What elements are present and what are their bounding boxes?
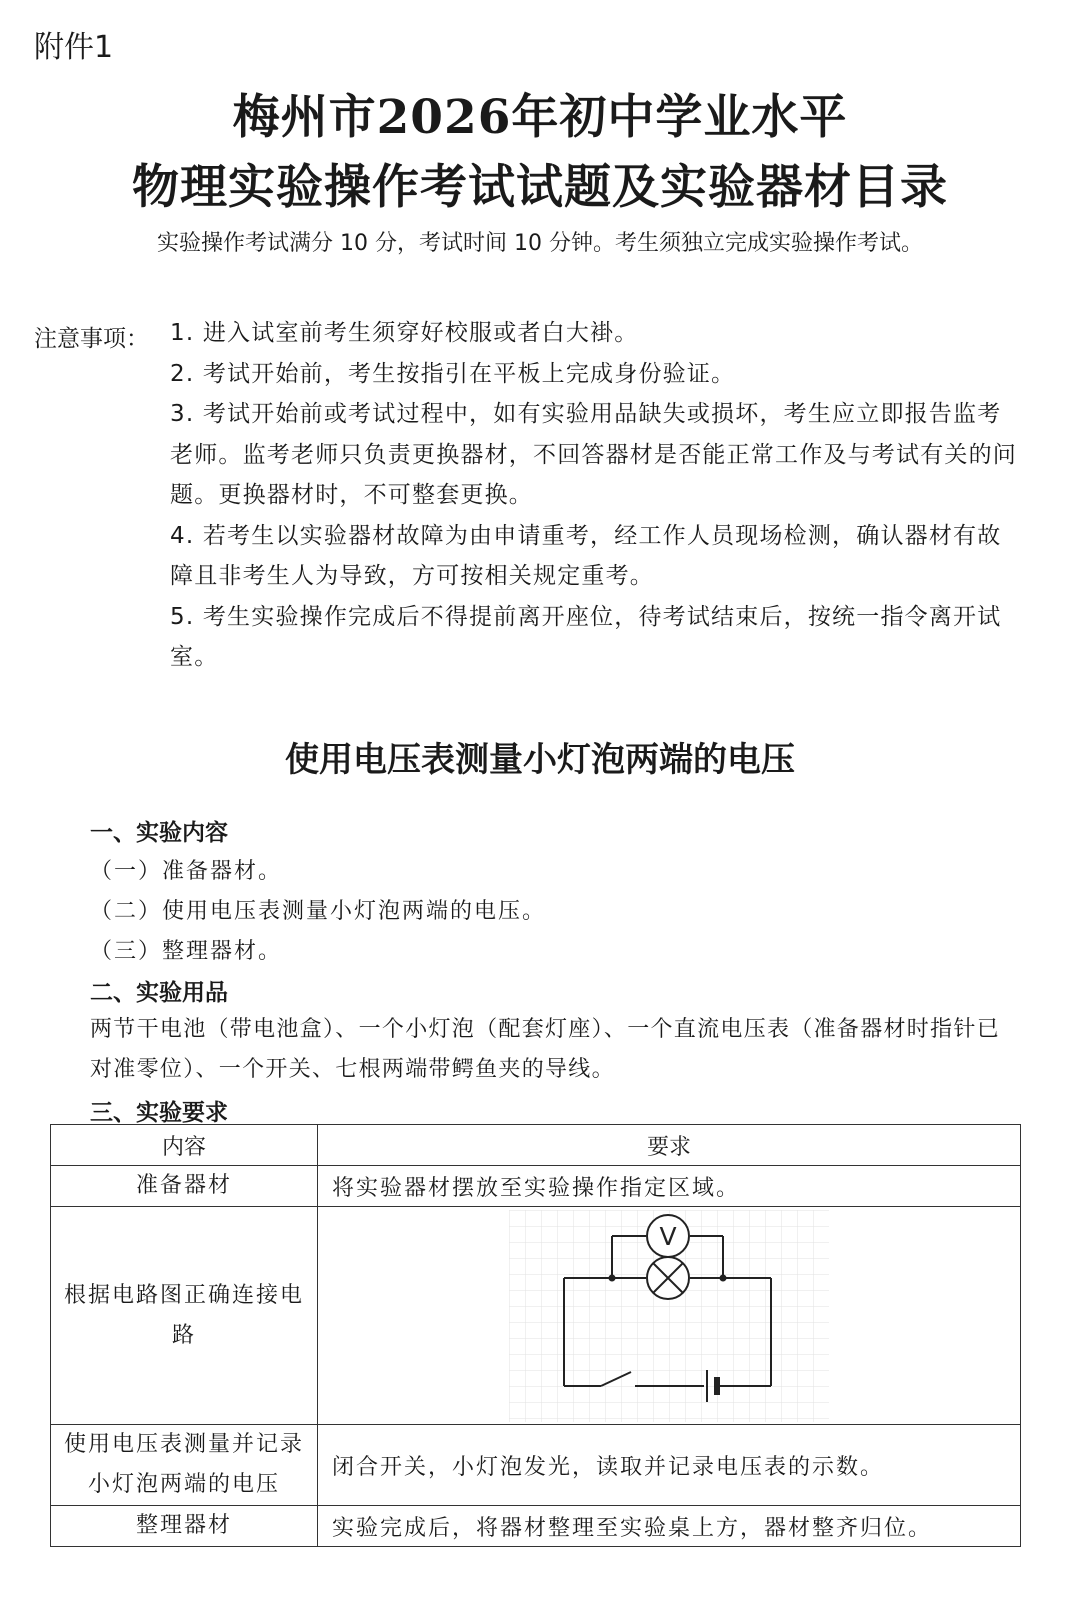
note-item: 5. 考生实验操作完成后不得提前离开座位，待考试结束后，按统一指令离开试室。 xyxy=(170,603,1002,670)
document-title-line1: 梅州市2026年初中学业水平 xyxy=(232,90,848,145)
content-cell: 使用电压表测量并记录小灯泡两端的电压 xyxy=(51,1425,318,1506)
circuit-diagram xyxy=(509,1210,829,1422)
junction-node xyxy=(609,1274,616,1281)
document-title-line2: 物理实验操作考试试题及实验器材目录 xyxy=(132,160,948,215)
table-row xyxy=(51,1207,1021,1425)
note-item: 1. 进入试室前考生须穿好校服或者白大褂。 xyxy=(170,320,639,346)
experiment-title: 使用电压表测量小灯泡两端的电压 xyxy=(285,740,795,780)
note-item: 2. 考试开始前，考生按指引在平板上完成身份验证。 xyxy=(170,360,736,387)
note-item: 3. 考试开始前或考试过程中，如有实验用品缺失或损坏，考生应立即报告监考老师。监考老师只负责更换器材，不回答器材是否能正常工作及与考试有关的问题。更换器材时，不可整套更换。 xyxy=(170,401,1017,508)
requirements-table xyxy=(50,1124,1021,1547)
content-item: （二）使用电压表测量小灯泡两端的电压。 xyxy=(90,899,547,924)
materials-text: 两节干电池（带电池盒）、一个小灯泡（配套灯座）、一个直流电压表（准备器材时指针已对准零位）、一个开关、七根两端带鳄鱼夹的导线。 xyxy=(90,1017,1001,1082)
table-row xyxy=(51,1506,1021,1547)
section-heading: 三、实验要求 xyxy=(90,1100,228,1126)
content-cell: 整理器材 xyxy=(51,1506,318,1547)
requirement-cell: 实验完成后，将器材整理至实验桌上方，器材整齐归位。 xyxy=(318,1506,1021,1547)
table-row xyxy=(51,1166,1021,1207)
notes-label: 注意事项： xyxy=(34,326,149,352)
content-item: （一）准备器材。 xyxy=(90,859,283,884)
column-header: 内容 xyxy=(51,1125,318,1166)
column-header: 要求 xyxy=(318,1125,1021,1166)
lamp-icon xyxy=(647,1257,689,1299)
attachment-label: 附件1 xyxy=(34,30,114,65)
requirement-cell: 闭合开关，小灯泡发光，读取并记录电压表的示数。 xyxy=(318,1425,1021,1506)
requirement-cell: 将实验器材摆放至实验操作指定区域。 xyxy=(318,1166,1021,1207)
content-cell: 准备器材 xyxy=(51,1166,318,1207)
content-item: （三）整理器材。 xyxy=(90,939,283,964)
section-heading: 一、实验内容 xyxy=(90,820,228,846)
note-item: 4. 若考生以实验器材故障为由申请重考，经工作人员现场检测，确认器材有故障且非考生人为导致，方可按相关规定重考。 xyxy=(170,522,1002,589)
section-heading: 二、实验用品 xyxy=(90,980,228,1006)
content-cell: 根据电路图正确连接电路 xyxy=(51,1207,318,1425)
table-row xyxy=(51,1425,1021,1506)
table-header-row xyxy=(51,1125,1021,1166)
notes-list xyxy=(170,313,1018,678)
junction-node xyxy=(720,1274,727,1281)
exam-info: 实验操作考试满分 10 分，考试时间 10 分钟。考生须独立完成实验操作考试。 xyxy=(157,231,923,256)
voltmeter-symbol: V xyxy=(659,1221,677,1251)
circuit-diagram-cell xyxy=(318,1207,1021,1425)
voltmeter-icon xyxy=(647,1215,689,1257)
